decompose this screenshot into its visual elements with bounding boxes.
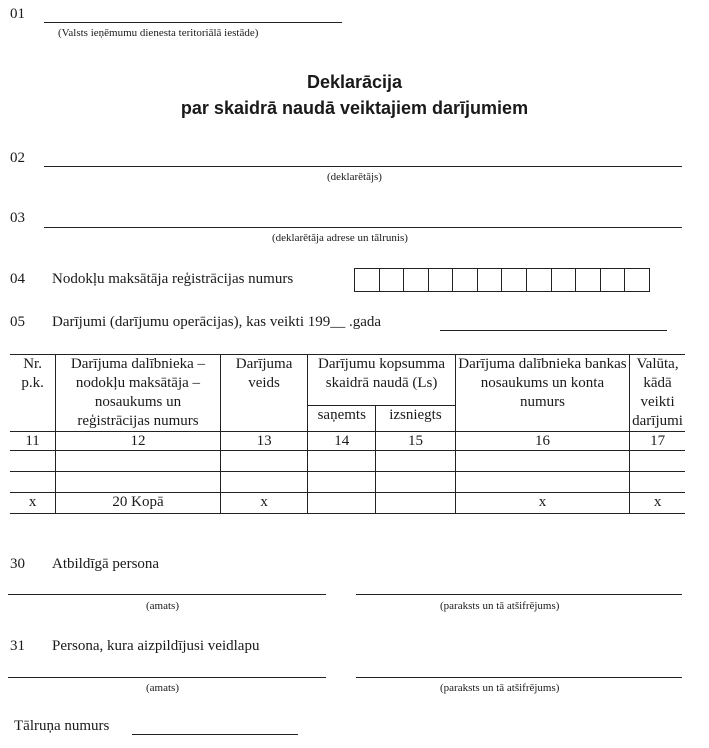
registration-number-boxes[interactable] — [354, 268, 650, 292]
field-31-number: 31 — [10, 638, 25, 654]
field-31-signature-caption: (paraksts un tā atšifrējums) — [440, 682, 560, 694]
header-issued: izsniegts — [376, 405, 456, 431]
table-cell[interactable] — [455, 472, 629, 493]
field-31-position-caption: (amats) — [146, 682, 179, 694]
total-cell-label: 20 Kopā — [56, 493, 221, 514]
colnum-16: 16 — [455, 432, 629, 451]
header-partner: Darījuma dalībnieka – nodokļu maksātāja – nosaukums un reģistrācijas numurs — [56, 355, 221, 432]
header-received: saņemts — [308, 405, 376, 431]
transactions-table — [10, 354, 685, 514]
field-30-number: 30 — [10, 556, 25, 572]
total-cell-issued[interactable] — [376, 493, 456, 514]
field-04-number: 04 — [10, 271, 25, 287]
field-31-signature-line[interactable] — [356, 677, 682, 678]
total-cell-bank: x — [455, 493, 629, 514]
field-02-number: 02 — [10, 150, 25, 166]
colnum-15: 15 — [376, 432, 456, 451]
colnum-13: 13 — [220, 432, 308, 451]
header-bank: Darījuma dalībnieka bankas nosaukums un konta numurs — [455, 355, 629, 432]
field-30-signature-line[interactable] — [356, 594, 682, 595]
title-line-1: Deklarācija — [306, 72, 403, 92]
field-30-position-line[interactable] — [8, 594, 326, 595]
total-row — [10, 493, 685, 514]
field-30-position-caption: (amats) — [146, 600, 179, 612]
table-cell[interactable] — [10, 451, 56, 472]
table-cell[interactable] — [630, 451, 685, 472]
table-cell[interactable] — [376, 451, 456, 472]
table-row — [10, 472, 685, 493]
colnum-11: 11 — [10, 432, 56, 451]
field-02-caption: (deklarētājs) — [327, 171, 382, 183]
field-01-number: 01 — [10, 6, 25, 22]
table-cell[interactable] — [376, 472, 456, 493]
table-cell[interactable] — [308, 472, 376, 493]
table-row — [10, 451, 685, 472]
field-04-label: Nodokļu maksātāja reģistrācijas numurs — [52, 271, 294, 287]
field-02-input-line[interactable] — [44, 166, 682, 167]
field-01-input-line[interactable] — [44, 22, 342, 23]
phone-label: Tālruņa numurs — [14, 718, 110, 734]
total-cell-currency: x — [630, 493, 685, 514]
field-03-number: 03 — [10, 210, 25, 226]
field-31-label: Persona, kura aizpildījusi veidlapu — [52, 638, 260, 654]
phone-input-line[interactable] — [132, 734, 298, 735]
field-30-signature-caption: (paraksts un tā atšifrējums) — [440, 600, 560, 612]
field-01-caption: (Valsts ieņēmumu dienesta teritoriālā iestāde) — [58, 27, 259, 39]
table-cell[interactable] — [630, 472, 685, 493]
colnum-17: 17 — [630, 432, 685, 451]
total-cell-received[interactable] — [308, 493, 376, 514]
header-total: Darījumu kopsumma skaidrā naudā (Ls) — [308, 355, 455, 406]
header-nr: Nr. p.k. — [10, 355, 56, 432]
field-03-input-line[interactable] — [44, 227, 682, 228]
table-cell[interactable] — [56, 451, 221, 472]
field-05-number: 05 — [10, 314, 25, 330]
header-type: Darījuma veids — [220, 355, 308, 432]
field-30-label: Atbildīgā persona — [52, 556, 160, 572]
field-03-caption: (deklarētāja adrese un tālrunis) — [272, 232, 408, 244]
table-cell[interactable] — [56, 472, 221, 493]
colnum-14: 14 — [308, 432, 376, 451]
total-cell-nr: x — [10, 493, 56, 514]
table-cell[interactable] — [308, 451, 376, 472]
table-cell[interactable] — [220, 472, 308, 493]
field-05-input-line[interactable] — [440, 330, 667, 331]
table-cell[interactable] — [10, 472, 56, 493]
total-cell-type: x — [220, 493, 308, 514]
field-31-position-line[interactable] — [8, 677, 326, 678]
colnum-12: 12 — [56, 432, 221, 451]
table-cell[interactable] — [220, 451, 308, 472]
table-cell[interactable] — [455, 451, 629, 472]
header-currency: Valūta, kādā veikti darījumi — [630, 355, 685, 432]
title-line-2: par skaidrā naudā veiktajiem darījumiem — [180, 98, 529, 118]
field-05-label: Darījumi (darījumu operācijas), kas veikti 199__ .gada — [52, 314, 382, 330]
